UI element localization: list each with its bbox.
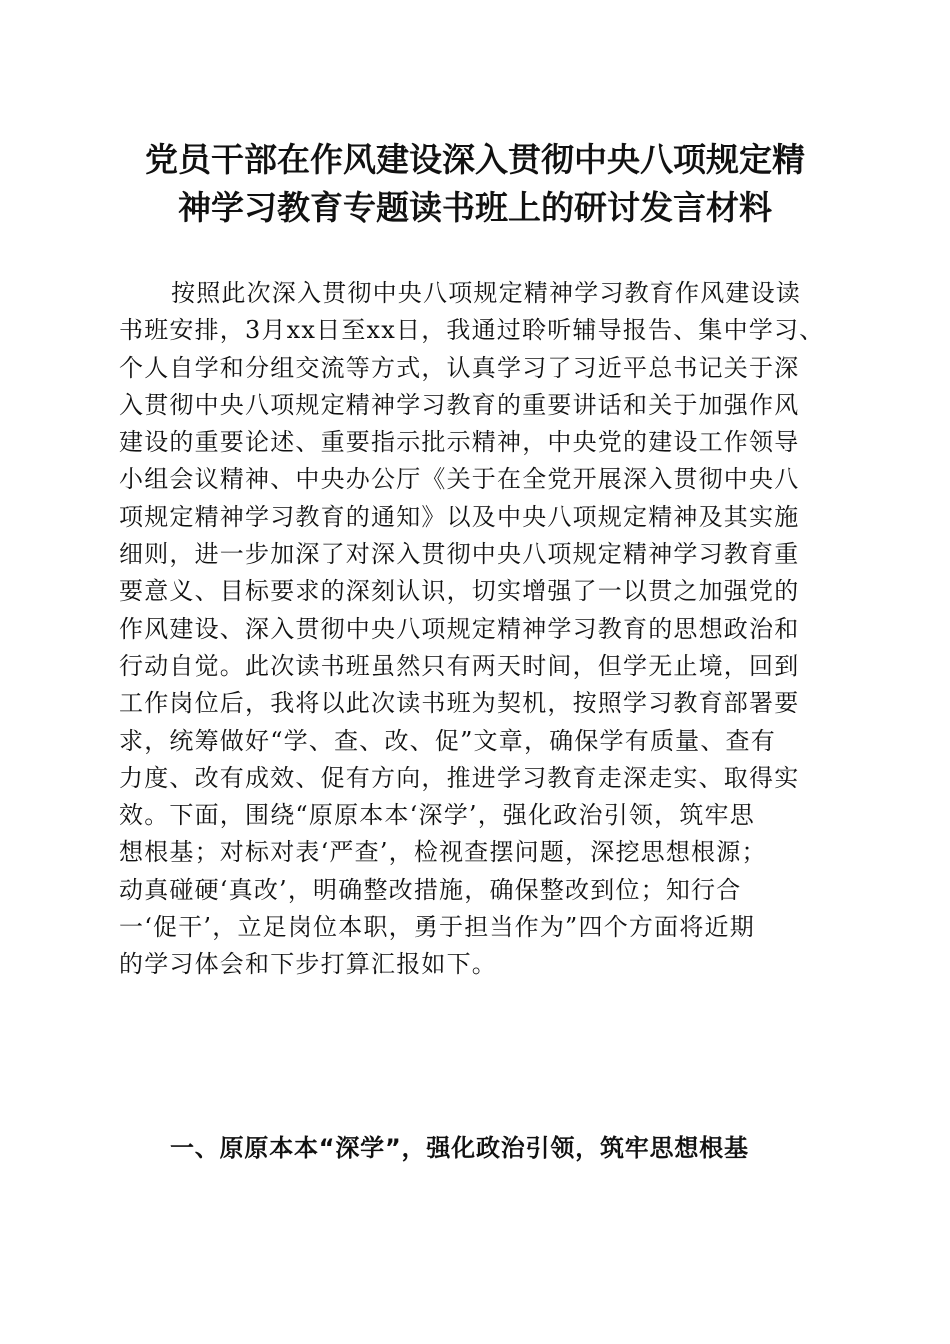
document-title xyxy=(110,136,840,232)
paragraph-line: 按照此次深入贯彻中央八项规定精神学习教育作风建设读 xyxy=(171,279,801,307)
paragraph-line: 作风建设、深入贯彻中央八项规定精神学习教育的思想政治和 xyxy=(119,614,800,643)
paragraph-line: 想根基；对标对表‘严查’，检视查摆问题，深挖思想根源； xyxy=(119,838,767,867)
title-line: 神学习教育专题读书班上的研讨发言材料 xyxy=(178,188,772,227)
paragraph-line: 动真碰硬‘真改’，明确整改措施，确保整改到位；知行合 xyxy=(119,875,742,904)
section-heading: 一、原原本本“深学”，强化政治引领，筑牢思想根基 xyxy=(170,1134,749,1162)
paragraph-line: 建设的重要论述、重要指示批示精神，中央党的建设工作领导 xyxy=(119,428,800,457)
paragraph-line: 力度、改有成效、促有方向，推进学习教育走深走实、取得实 xyxy=(119,763,800,792)
paragraph-line: 入贯彻中央八项规定精神学习教育的重要讲话和关于加强作风 xyxy=(119,390,800,419)
paragraph-line: 行动自觉。此次读书班虽然只有两天时间，但学无止境，回到 xyxy=(119,651,800,680)
paragraph-line: 的学习体会和下步打算汇报如下。 xyxy=(119,950,497,979)
paragraph-line: 细则，进一步加深了对深入贯彻中央八项规定精神学习教育重 xyxy=(119,540,800,569)
paragraph-line: 工作岗位后，我将以此次读书班为契机，按照学习教育部署要 xyxy=(119,689,800,718)
paragraph-line: 效。下面，围绕“原原本本‘深学’，强化政治引领，筑牢思 xyxy=(119,801,755,830)
paragraph-line: 求，统筹做好“学、查、改、促”文章，确保学有质量、查有 xyxy=(119,726,776,755)
paragraph-line: 项规定精神学习教育的通知》以及中央八项规定精神及其实施 xyxy=(119,502,800,531)
paragraph-line: 个人自学和分组交流等方式，认真学习了习近平总书记关于深 xyxy=(119,353,800,382)
paragraph-line: 一‘促干’，立足岗位本职，勇于担当作为”四个方面将近期 xyxy=(119,913,755,942)
paragraph-line: 小组会议精神、中央办公厅《关于在全党开展深入贯彻中央八 xyxy=(119,465,800,494)
paragraph-line: 要意义、目标要求的深刻认识，切实增强了一以贯之加强党的 xyxy=(119,577,800,606)
body-paragraph xyxy=(119,275,831,984)
paragraph-line: 书班安排，3月xx日至xx日，我通过聆听辅导报告、集中学习、 xyxy=(119,316,825,345)
title-line: 党员干部在作风建设深入贯彻中央八项规定精 xyxy=(145,140,805,179)
